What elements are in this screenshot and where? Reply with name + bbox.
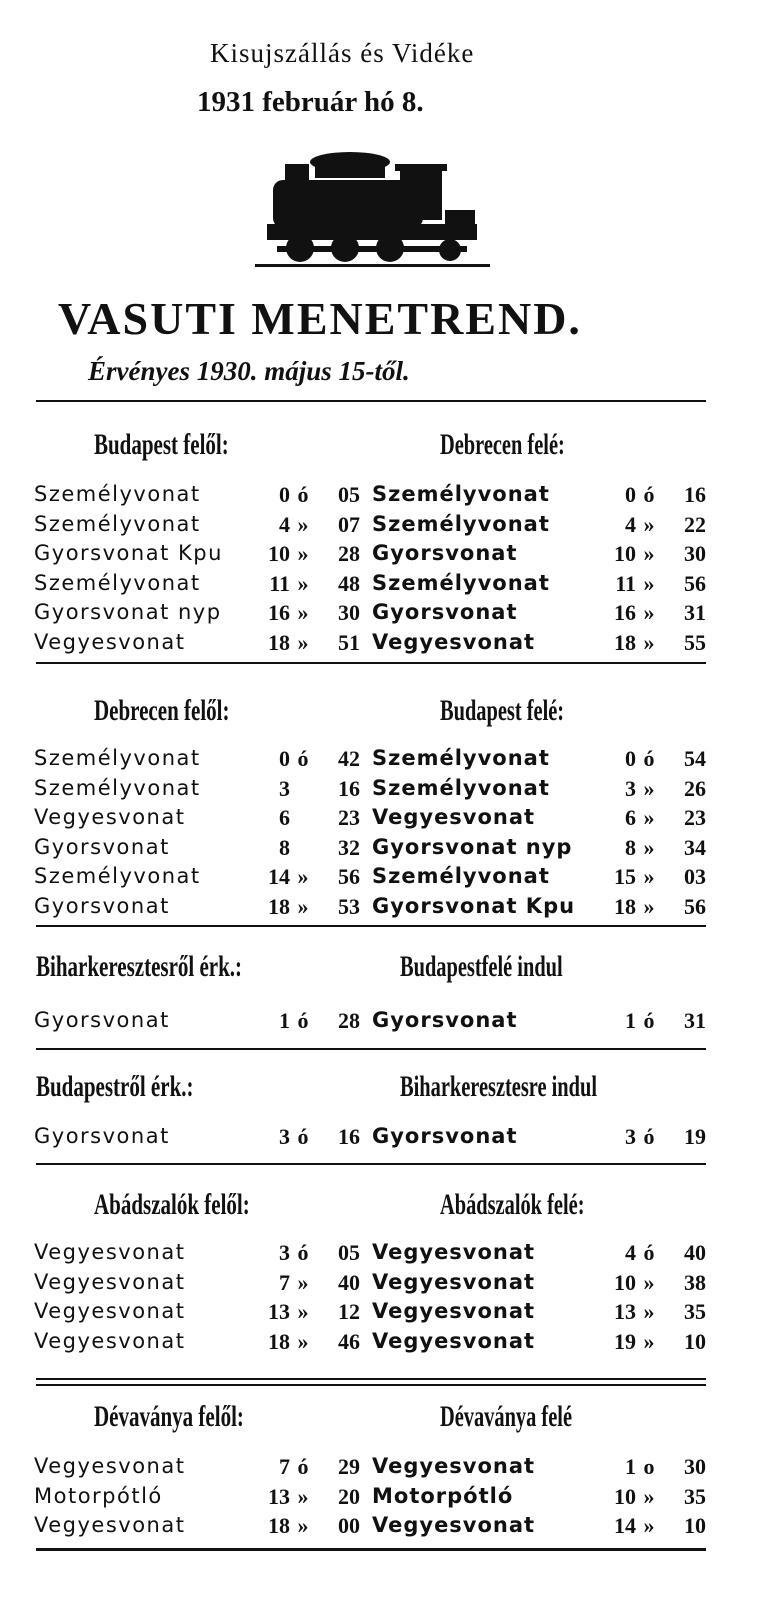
arrival-minute: 30 — [338, 600, 360, 625]
train-type-departure: Gyorsvonat nyp — [372, 834, 573, 859]
arrival-minute: 23 — [338, 805, 360, 830]
departure-minute: 03 — [684, 864, 706, 889]
train-type-arrival: Személyvonat — [34, 775, 201, 800]
departure-minute: 31 — [684, 1008, 706, 1033]
departure-hour: 1 — [625, 1454, 636, 1479]
departure-separator: » — [643, 541, 655, 566]
departure-hour: 0 — [625, 746, 636, 771]
train-type-departure: Gyorsvonat — [372, 600, 518, 624]
departure-minute: 34 — [684, 834, 706, 860]
departure-minute: 16 — [684, 482, 706, 507]
arrival-separator: ó — [297, 1008, 309, 1033]
train-type-arrival: Személyvonat — [34, 511, 201, 536]
section-left-title: Abádszalók felől: — [94, 1188, 250, 1221]
section-right-title: Dévaványa felé — [440, 1400, 573, 1433]
section-right-title: Biharkeresztesre indul — [400, 1070, 598, 1103]
arrival-hour: 3 — [279, 775, 290, 801]
train-type-arrival: Vegyesvonat — [34, 1513, 186, 1537]
train-type-arrival: Vegyesvonat — [34, 1269, 186, 1294]
arrival-separator: » — [297, 1513, 309, 1538]
train-type-arrival: Vegyesvonat — [34, 1454, 186, 1478]
departure-separator: ó — [643, 1124, 655, 1149]
departure-separator: » — [643, 1269, 655, 1295]
train-type-departure: Vegyesvonat — [372, 1328, 536, 1353]
arrival-separator: ó — [297, 1454, 309, 1479]
section-right-title: Budapest felé: — [440, 694, 565, 727]
train-type-arrival: Gyorsvonat nyp — [34, 600, 222, 624]
arrival-hour: 1 — [279, 1008, 290, 1033]
departure-hour: 3 — [625, 1124, 636, 1149]
departure-separator: » — [643, 1513, 655, 1538]
arrival-minute: 05 — [338, 482, 360, 507]
departure-hour: 16 — [614, 600, 636, 625]
train-type-arrival: Motorpótló — [34, 1483, 163, 1508]
arrival-hour: 4 — [279, 511, 290, 537]
departure-minute: 38 — [684, 1269, 706, 1295]
train-type-arrival: Személyvonat — [34, 864, 201, 888]
departure-minute: 22 — [684, 511, 706, 537]
train-type-arrival: Vegyesvonat — [34, 629, 186, 654]
arrival-minute: 12 — [338, 1299, 360, 1324]
departure-hour: 0 — [625, 482, 636, 507]
section-left-title: Biharkeresztesről érk.: — [36, 950, 243, 983]
arrival-separator: » — [297, 893, 309, 919]
train-type-arrival: Gyorsvonat — [34, 1008, 170, 1032]
train-type-arrival: Gyorsvonat — [34, 1124, 170, 1148]
arrival-hour: 16 — [268, 600, 290, 625]
departure-separator: » — [643, 775, 655, 801]
arrival-minute: 07 — [338, 511, 360, 537]
departure-separator: » — [643, 805, 655, 830]
departure-minute: 26 — [684, 775, 706, 801]
arrival-minute: 32 — [338, 834, 360, 860]
arrival-hour: 3 — [279, 1124, 290, 1149]
arrival-minute: 28 — [338, 1008, 360, 1033]
train-type-departure: Vegyesvonat — [372, 1269, 536, 1294]
departure-minute: 19 — [684, 1124, 706, 1149]
departure-hour: 10 — [614, 1269, 636, 1295]
arrival-separator: » — [297, 1299, 309, 1324]
section-divider — [36, 1378, 706, 1380]
train-type-departure: Vegyesvonat — [372, 1454, 536, 1478]
arrival-minute: 40 — [338, 1269, 360, 1295]
section-divider — [36, 1548, 706, 1551]
section-right-title: Abádszalók felé: — [440, 1188, 585, 1221]
train-type-arrival: Gyorsvonat — [34, 893, 170, 918]
train-type-departure: Gyorsvonat — [372, 1124, 518, 1148]
section-divider — [36, 1048, 706, 1050]
departure-minute: 30 — [684, 541, 706, 566]
locomotive-icon — [255, 150, 490, 275]
train-type-departure: Vegyesvonat — [372, 805, 536, 829]
departure-hour: 14 — [614, 1513, 636, 1538]
departure-separator: » — [643, 1483, 655, 1509]
train-type-arrival: Személyvonat — [34, 746, 201, 770]
arrival-separator: » — [297, 600, 309, 625]
train-type-departure: Személyvonat — [372, 482, 550, 506]
arrival-minute: 29 — [338, 1454, 360, 1479]
train-type-arrival: Gyorsvonat Kpu — [34, 541, 223, 565]
departure-minute: 35 — [684, 1299, 706, 1324]
arrival-minute: 42 — [338, 746, 360, 771]
arrival-minute: 56 — [338, 864, 360, 889]
departure-separator: ó — [643, 1008, 655, 1033]
arrival-separator: ó — [297, 482, 309, 507]
train-type-departure: Személyvonat — [372, 775, 550, 800]
arrival-separator: ó — [297, 1124, 309, 1149]
train-type-departure: Személyvonat — [372, 746, 550, 770]
departure-separator: » — [643, 1299, 655, 1324]
departure-separator: » — [643, 629, 655, 655]
train-type-arrival: Vegyesvonat — [34, 805, 186, 829]
arrival-hour: 8 — [279, 834, 290, 860]
arrival-hour: 11 — [269, 570, 290, 596]
arrival-hour: 10 — [268, 541, 290, 566]
newspaper-name: Kisujszállás és Vidéke — [210, 38, 475, 68]
departure-hour: 18 — [614, 893, 636, 919]
departure-separator: o — [643, 1454, 655, 1479]
departure-separator: » — [643, 1328, 655, 1354]
section-divider — [36, 662, 706, 664]
section-left-title: Dévaványa felől: — [94, 1400, 244, 1433]
arrival-minute: 51 — [338, 629, 360, 655]
departure-separator: » — [643, 893, 655, 919]
departure-hour: 3 — [625, 775, 636, 801]
departure-minute: 56 — [684, 570, 706, 596]
train-type-departure: Gyorsvonat — [372, 541, 518, 565]
departure-hour: 1 — [625, 1008, 636, 1033]
arrival-hour: 0 — [279, 482, 290, 507]
arrival-minute: 28 — [338, 541, 360, 566]
arrival-minute: 16 — [338, 1124, 360, 1149]
arrival-hour: 0 — [279, 746, 290, 771]
validity-line: Érvényes 1930. május 15-től. — [88, 356, 410, 386]
arrival-minute: 46 — [338, 1328, 360, 1354]
arrival-minute: 53 — [338, 893, 360, 919]
departure-hour: 18 — [614, 629, 636, 655]
train-type-departure: Személyvonat — [372, 511, 550, 536]
issue-date: 1931 február hó 8. — [197, 86, 424, 118]
train-type-departure: Vegyesvonat — [372, 1513, 536, 1537]
departure-separator: ó — [643, 482, 655, 507]
arrival-minute: 16 — [338, 775, 360, 801]
section-divider — [36, 1163, 706, 1165]
departure-separator: ó — [643, 1240, 655, 1265]
arrival-minute: 48 — [338, 570, 360, 596]
arrival-separator: » — [297, 570, 309, 596]
arrival-hour: 7 — [279, 1454, 290, 1479]
arrival-separator: » — [297, 1328, 309, 1354]
train-type-departure: Vegyesvonat — [372, 1240, 536, 1264]
departure-minute: 56 — [684, 893, 706, 919]
arrival-hour: 7 — [279, 1269, 290, 1295]
train-type-arrival: Vegyesvonat — [34, 1328, 186, 1353]
arrival-minute: 20 — [338, 1483, 360, 1509]
train-type-arrival: Vegyesvonat — [34, 1299, 186, 1323]
timetable-title: VASUTI MENETREND. — [58, 293, 582, 344]
departure-hour: 10 — [614, 541, 636, 566]
divider — [36, 400, 706, 402]
train-type-arrival: Személyvonat — [34, 570, 201, 595]
section-right-title: Budapestfelé indul — [400, 950, 563, 983]
arrival-separator: » — [297, 629, 309, 655]
train-type-departure: Vegyesvonat — [372, 629, 536, 654]
arrival-separator: » — [297, 1483, 309, 1509]
arrival-hour: 3 — [279, 1240, 290, 1265]
train-type-departure: Gyorsvonat Kpu — [372, 893, 576, 918]
train-type-departure: Gyorsvonat — [372, 1008, 518, 1032]
arrival-hour: 18 — [268, 1513, 290, 1538]
train-type-arrival: Gyorsvonat — [34, 834, 170, 859]
departure-hour: 6 — [625, 805, 636, 830]
departure-minute: 10 — [684, 1328, 706, 1354]
arrival-separator: ó — [297, 1240, 309, 1265]
departure-hour: 4 — [625, 511, 636, 537]
section-divider — [36, 925, 706, 927]
departure-minute: 35 — [684, 1483, 706, 1509]
train-type-departure: Motorpótló — [372, 1483, 514, 1508]
train-type-departure: Vegyesvonat — [372, 1299, 536, 1323]
departure-separator: » — [643, 600, 655, 625]
arrival-separator: » — [297, 511, 309, 537]
train-type-departure: Személyvonat — [372, 570, 550, 595]
arrival-hour: 18 — [268, 893, 290, 919]
arrival-separator: » — [297, 541, 309, 566]
departure-separator: » — [643, 834, 655, 860]
arrival-hour: 13 — [268, 1299, 290, 1324]
departure-separator: » — [643, 864, 655, 889]
arrival-hour: 6 — [279, 805, 290, 830]
arrival-hour: 18 — [268, 1328, 290, 1354]
departure-separator: » — [643, 511, 655, 537]
section-left-title: Budapest felől: — [94, 428, 229, 461]
section-left-title: Budapestről érk.: — [36, 1070, 194, 1103]
train-type-arrival: Vegyesvonat — [34, 1240, 186, 1264]
departure-minute: 54 — [684, 746, 706, 771]
departure-hour: 13 — [614, 1299, 636, 1324]
departure-minute: 40 — [684, 1240, 706, 1265]
arrival-hour: 14 — [268, 864, 290, 889]
section-right-title: Debrecen felé: — [440, 428, 565, 461]
arrival-separator: » — [297, 1269, 309, 1295]
departure-hour: 11 — [615, 570, 636, 596]
departure-separator: » — [643, 570, 655, 596]
departure-minute: 55 — [684, 629, 706, 655]
departure-minute: 10 — [684, 1513, 706, 1538]
train-type-departure: Személyvonat — [372, 864, 550, 888]
departure-hour: 4 — [625, 1240, 636, 1265]
departure-separator: ó — [643, 746, 655, 771]
section-left-title: Debrecen felől: — [94, 694, 230, 727]
train-type-arrival: Személyvonat — [34, 482, 201, 506]
departure-minute: 30 — [684, 1454, 706, 1479]
arrival-minute: 05 — [338, 1240, 360, 1265]
departure-minute: 23 — [684, 805, 706, 830]
departure-hour: 15 — [614, 864, 636, 889]
arrival-hour: 18 — [268, 629, 290, 655]
arrival-minute: 00 — [338, 1513, 360, 1538]
departure-hour: 19 — [614, 1328, 636, 1354]
arrival-separator: » — [297, 864, 309, 889]
departure-hour: 8 — [625, 834, 636, 860]
arrival-separator: ó — [297, 746, 309, 771]
departure-hour: 10 — [614, 1483, 636, 1509]
arrival-hour: 13 — [268, 1483, 290, 1509]
departure-minute: 31 — [684, 600, 706, 625]
